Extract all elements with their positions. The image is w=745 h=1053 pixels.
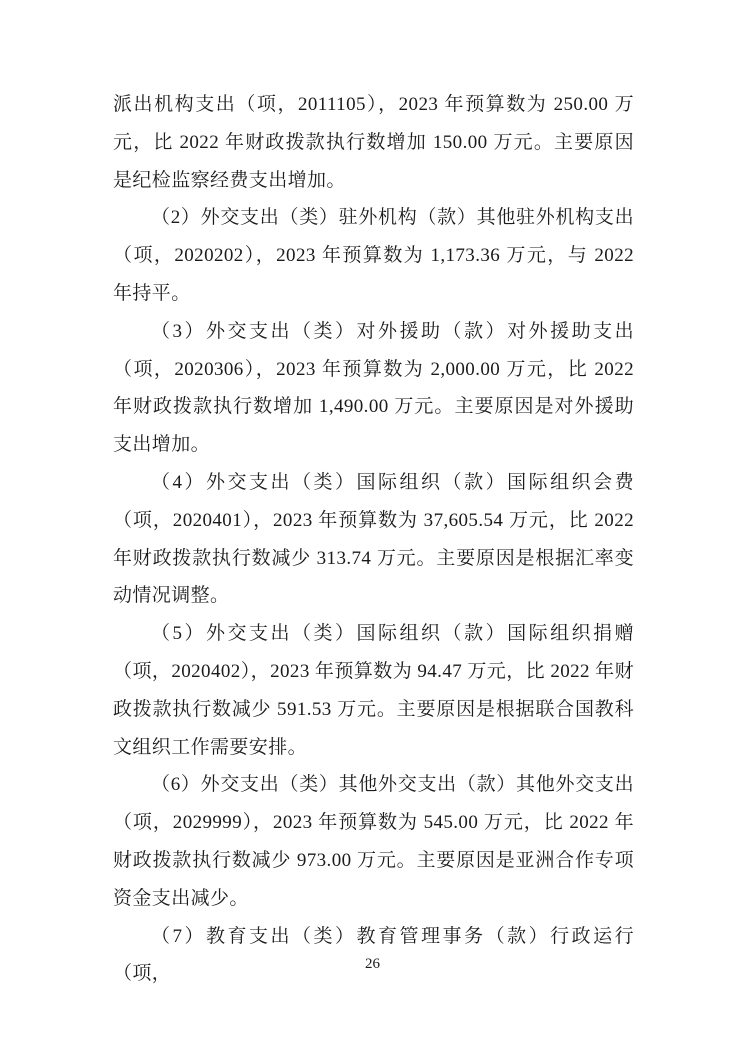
paragraph: （7）教育支出（类）教育管理事务（款）行政运行（项， [113, 925, 634, 985]
paragraph: （5）外交支出（类）国际组织（款）国际组织捐赠（项，2020402），2023 年预算数为 94.47 万元，比 2022 年财政拨款执行数减少 591.53 万元。主要原因是根据联合国教科文组织工作需要安排。 [113, 623, 634, 758]
paragraph: （3）外交支出（类）对外援助（款）对外援助支出（项，2020306），2023 年预算数为 2,000.00 万元，比 2022 年财政拨款执行数增加 1,490.00 万元。主要原因是对外援助支出增加。 [113, 320, 634, 456]
page-number: 26 [365, 956, 380, 972]
page-content [113, 86, 634, 993]
paragraph: （6）外交支出（类）其他外交支出（款）其他外交支出（项，2029999），2023 年预算数为 545.00 万元，比 2022 年财政拨款执行数减少 973.00 万元。主要原因是亚洲合作专项资金支出减少。 [113, 774, 634, 909]
paragraph: （4）外交支出（类）国际组织（款）国际组织会费（项，2020401），2023 年预算数为 37,605.54 万元，比 2022 年财政拨款执行数减少 313.74 万元。主要原因是根据汇率变动情况调整。 [113, 471, 634, 607]
paragraph: 派出机构支出（项，2011105），2023 年预算数为 250.00 万元，比 2022 年财政拨款执行数增加 150.00 万元。主要原因是纪检监察经费支出增加。 [113, 94, 634, 191]
paragraph: （2）外交支出（类）驻外机构（款）其他驻外机构支出（项，2020202），2023 年预算数为 1,173.36 万元，与 2022 年持平。 [113, 207, 634, 304]
